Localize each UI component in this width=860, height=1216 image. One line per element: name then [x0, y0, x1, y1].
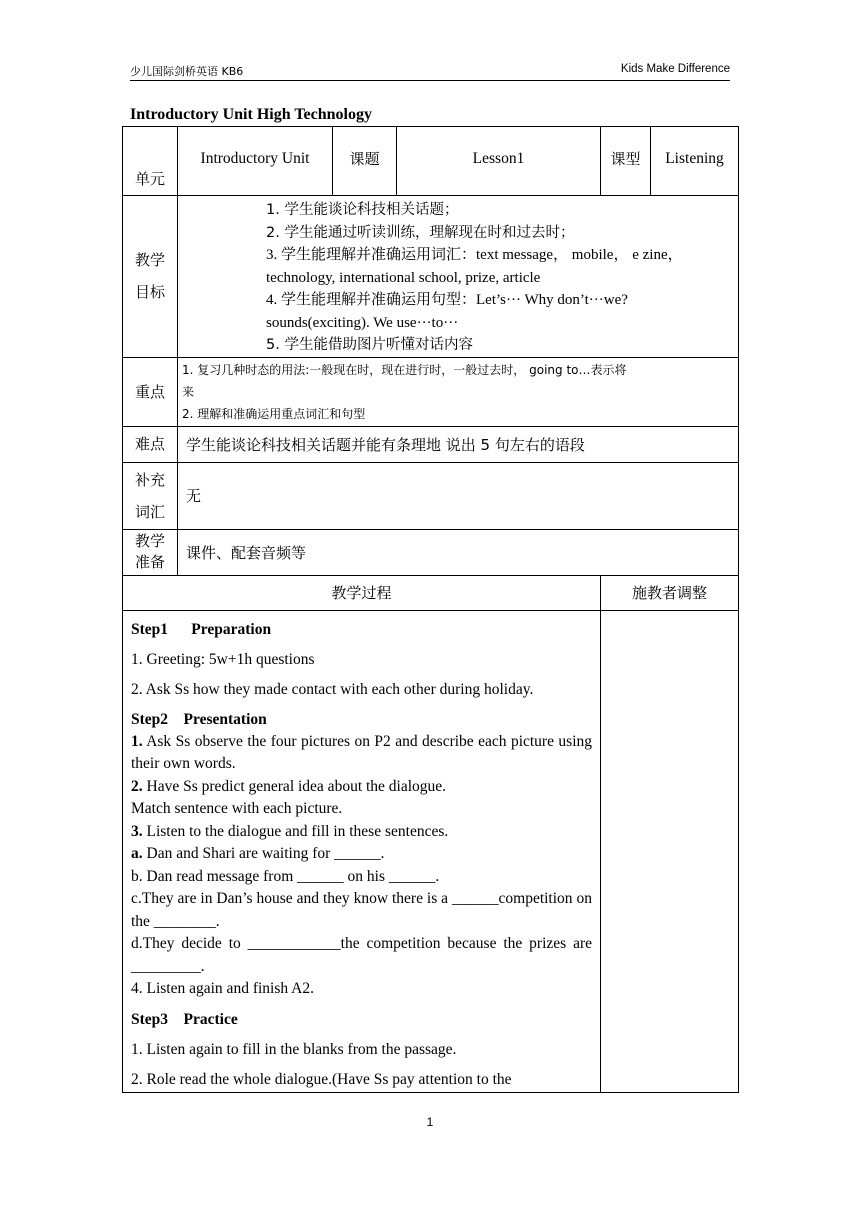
unit-value: Introductory Unit: [178, 127, 333, 196]
objectives-row: [123, 196, 739, 358]
header-left-text: 少儿国际剑桥英语 KB6: [130, 65, 244, 78]
difficulty-text: 学生能谈论科技相关话题并能有条理地 说出 5 句左右的语段: [178, 426, 739, 462]
objective-item: 5. 学生能借助图片听懂对话内容: [266, 337, 473, 353]
step2-item-3: Listen to the dialogue and fill in these sentences.: [142, 822, 449, 840]
type-value: Listening: [651, 127, 739, 196]
vocab-label-line2: 词汇: [134, 502, 165, 521]
objectives-label-line2: 目标: [134, 283, 165, 302]
step2-item-2-num: 2.: [131, 777, 143, 795]
vocab-label-line1: 补充: [134, 470, 165, 489]
prep-label: [123, 529, 178, 575]
keypoint-item-1-cont: 来: [182, 384, 195, 399]
vocab-text: 无: [178, 462, 739, 529]
keypoints-row: [123, 357, 739, 426]
step3-title: Step3 Practice: [131, 1010, 238, 1028]
adjust-header: 施教者调整: [601, 575, 739, 610]
step1-title: Step1 Preparation: [131, 620, 272, 638]
difficulty-label: 难点: [123, 426, 178, 462]
prep-label-line1: 教学: [134, 532, 165, 550]
step1-item: 1. Greeting: 5w+1h questions: [131, 650, 315, 668]
objective-item: 1. 学生能谈论科技相关话题；: [266, 202, 459, 218]
keypoint-item-1: 1. 复习几种时态的用法:一般现在时，现在进行时，一般过去时， going to…表示将: [182, 362, 627, 377]
step2-item-c: c.They are in Dan’s house and they know there is a ______competition on the ________.: [131, 890, 592, 930]
page-number: 1: [426, 1115, 434, 1129]
vocab-label: [123, 462, 178, 529]
header-right-text: Kids Make Difference: [620, 63, 730, 75]
objectives-label-line1: 教学: [134, 251, 165, 270]
step2-title: Step2 Presentation: [131, 710, 267, 728]
objective-item: 2. 学生能通过听读训练，理解现在时和过去时；: [266, 224, 575, 241]
objective-item: 4. 学生能理解并准确运用句型：Let’s··· Why don’t···we?: [266, 292, 628, 308]
step2-item-1-num: 1.: [131, 732, 143, 750]
process-header: 教学过程: [123, 575, 601, 610]
document-title: Introductory Unit High Technology: [130, 106, 372, 123]
keypoints-label: 重点: [123, 357, 178, 426]
process-content: [123, 610, 601, 1092]
objective-item: 3. 学生能理解并准确运用词汇：text message， mobile， e zine，: [266, 247, 683, 263]
step2-item-2b: Match sentence with each picture.: [131, 800, 343, 817]
objective-item: sounds(exciting). We use···to···: [266, 314, 459, 331]
step2-item-d: d.They decide to ____________the competition because the prizes are _________.: [131, 935, 592, 975]
type-label: 课型: [601, 127, 651, 196]
process-row: [123, 610, 739, 1092]
step3-item: 1. Listen again to fill in the blanks from the passage.: [131, 1040, 457, 1058]
difficulty-row: [123, 426, 739, 462]
keypoints-content: [178, 357, 739, 426]
page-header: [130, 62, 730, 81]
objectives-content: [178, 196, 739, 358]
objectives-label: [123, 196, 178, 358]
prep-label-line2: 准备: [134, 553, 165, 571]
step2-item-1: Ask Ss observe the four pictures on P2 and describe each picture using their own words.: [131, 732, 592, 772]
step3-item: 2. Role read the whole dialogue.(Have Ss pay attention to the: [131, 1070, 512, 1088]
keypoint-item-2: 2. 理解和准确运用重点词汇和句型: [182, 406, 366, 421]
topic-value: Lesson1: [397, 127, 601, 196]
step2-item-a: Dan and Shari are waiting for ______.: [142, 845, 385, 862]
prep-text: 课件、配套音频等: [178, 529, 739, 575]
prep-row: [123, 529, 739, 575]
objective-item: technology, international school, prize, article: [266, 269, 541, 286]
process-header-row: [123, 575, 739, 610]
step2-item-b: b. Dan read message from ______ on his ______.: [131, 867, 440, 885]
unit-row: [123, 127, 739, 196]
step1-item: 2. Ask Ss how they made contact with each other during holiday.: [131, 680, 534, 698]
topic-label: 课题: [333, 127, 397, 196]
unit-label: 单元: [123, 127, 178, 196]
step2-item-4: 4. Listen again and finish A2.: [131, 980, 314, 997]
vocab-row: [123, 462, 739, 529]
adjust-content: [601, 610, 739, 1092]
lesson-plan-table: [122, 126, 739, 1093]
step2-item-2: Have Ss predict general idea about the dialogue.: [142, 777, 447, 795]
step2-item-a-num: a.: [131, 845, 143, 862]
step2-item-3-num: 3.: [131, 822, 143, 840]
